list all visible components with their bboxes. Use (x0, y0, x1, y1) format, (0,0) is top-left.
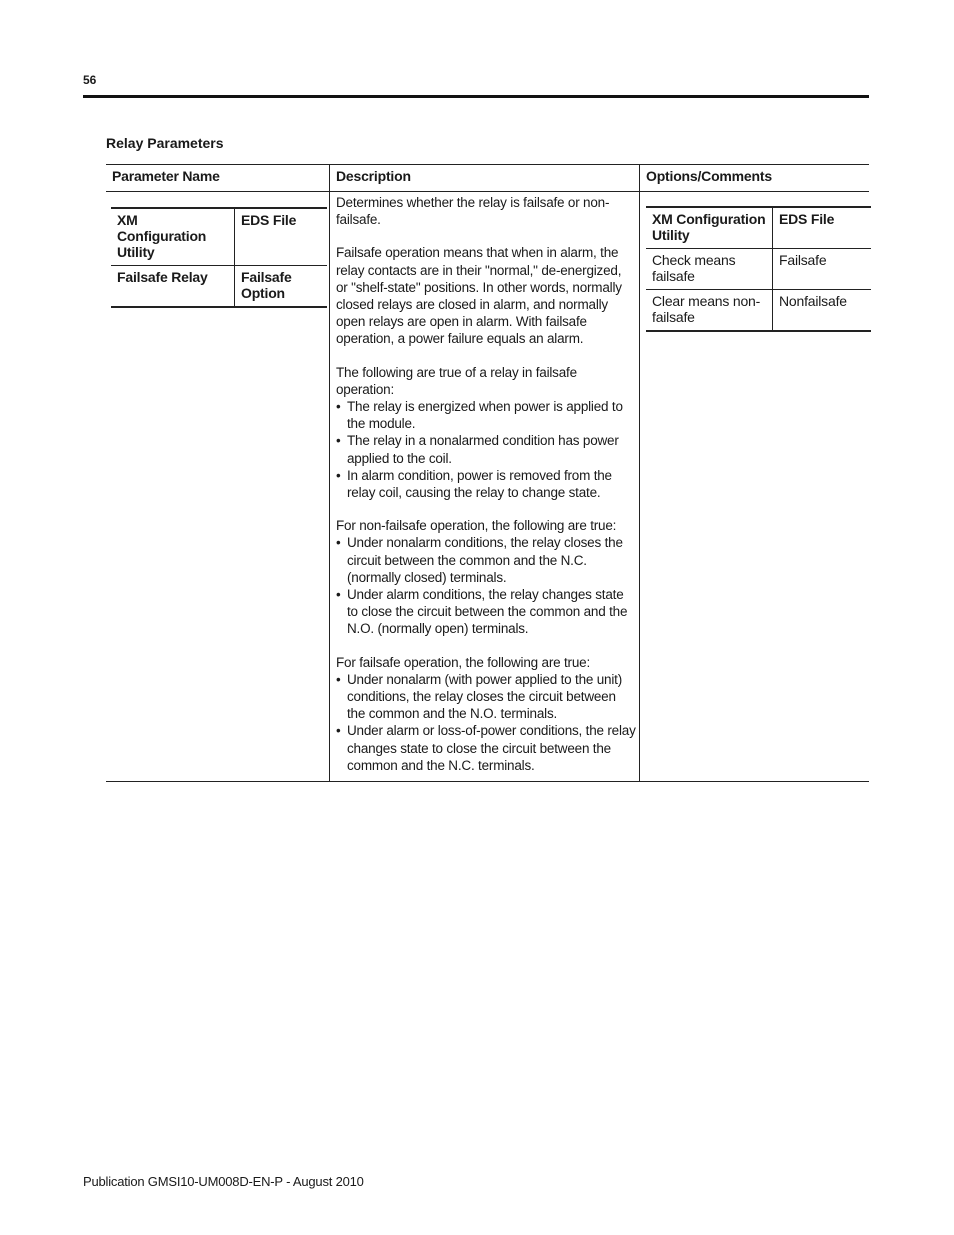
list-item: • In alarm condition, power is removed from the relay coil, causing the relay to change state. (336, 467, 636, 501)
options-head-xm: XM Configuration Utility (646, 207, 773, 249)
param-name-eds: Failsafe Option (235, 266, 328, 308)
options-row-eds: Nonfailsafe (773, 290, 872, 332)
list-item: • Under nonalarm conditions, the relay closes the circuit between the common and the N.C. (normally closed) terminals. (336, 534, 636, 586)
header-options-comments: Options/Comments (646, 168, 772, 184)
param-head-xm: XM Configuration Utility (111, 208, 235, 266)
description-paragraph: For non-failsafe operation, the following are true: (336, 518, 617, 534)
description-text (336, 194, 636, 774)
failsafe-operation-list (336, 671, 636, 774)
parameter-name-table (111, 207, 327, 308)
description-paragraph: Failsafe operation means that when in alarm, the relay contacts are in their "normal," de-energized, or "shelf-state" positions. In other words, normally closed relays are closed in alarm, and normally open relays are open in alarm. With failsafe operation, a power failure equals an alarm. (336, 245, 622, 347)
column-divider (329, 165, 330, 781)
options-row-xm: Clear means non-failsafe (646, 290, 773, 332)
relay-parameters-table (106, 164, 869, 782)
page-footer: Publication GMSI10-UM008D-EN-P - August 2010 (83, 1174, 364, 1189)
top-rule (83, 95, 869, 98)
header-description: Description (336, 168, 411, 184)
options-row-eds: Failsafe (773, 249, 872, 290)
column-divider (639, 165, 640, 781)
options-head-eds: EDS File (773, 207, 872, 249)
param-head-eds: EDS File (235, 208, 328, 266)
list-item: • Under alarm conditions, the relay changes state to close the circuit between the common and the N.O. (normally open) terminals. (336, 586, 636, 638)
list-item: • Under nonalarm (with power applied to the unit) conditions, the relay closes the circuit between the common and the N.O. terminals. (336, 671, 636, 723)
list-item: • The relay in a nonalarmed condition has power applied to the coil. (336, 432, 636, 466)
list-item: • The relay is energized when power is applied to the module. (336, 398, 636, 432)
non-failsafe-list (336, 534, 636, 637)
description-paragraph: The following are true of a relay in failsafe operation: (336, 364, 577, 397)
options-table (646, 206, 871, 332)
header-parameter-name: Parameter Name (112, 168, 220, 184)
description-paragraph: For failsafe operation, the following are true: (336, 654, 590, 670)
list-item: • Under alarm or loss-of-power conditions, the relay changes state to close the circuit between the common and the N.C. terminals. (336, 722, 636, 774)
header-rule (106, 191, 869, 192)
page-number: 56 (83, 73, 97, 87)
options-row-xm: Check means failsafe (646, 249, 773, 290)
failsafe-true-list (336, 398, 636, 501)
param-name-xm: Failsafe Relay (111, 266, 235, 308)
section-title: Relay Parameters (106, 135, 224, 151)
description-paragraph: Determines whether the relay is failsafe or non-failsafe. (336, 195, 610, 228)
